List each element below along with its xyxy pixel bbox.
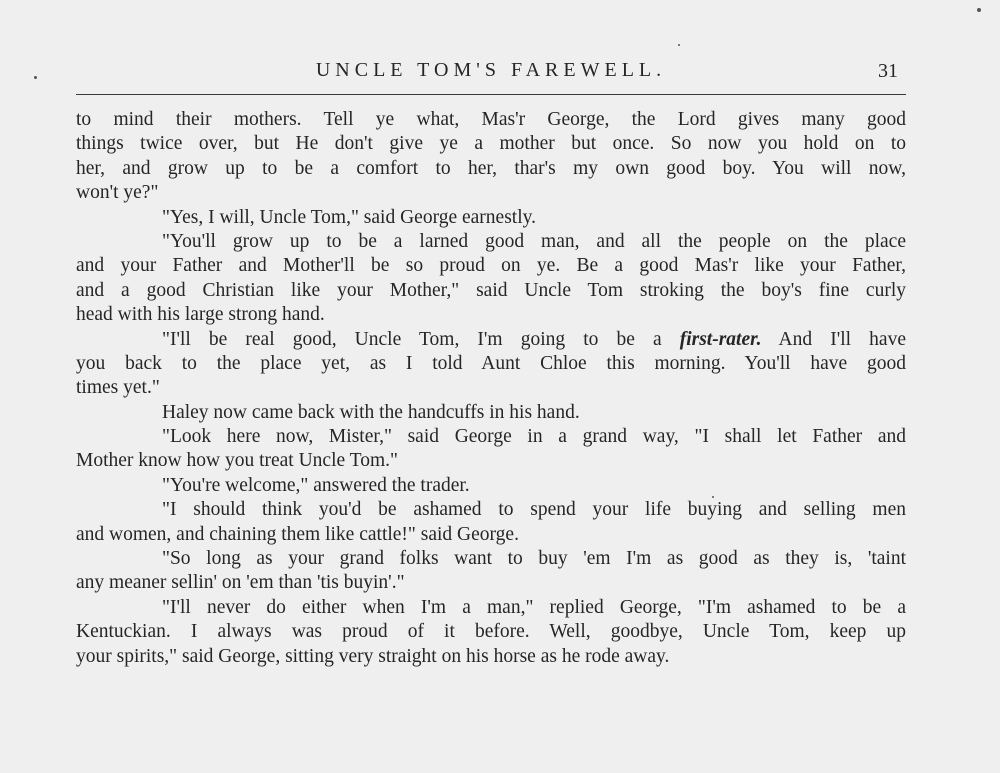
page-speck: [977, 8, 981, 12]
running-title: UNCLE TOM'S FAREWELL.: [315, 59, 667, 81]
text-line: "I should think you'd be ashamed to spend your life buying and selling men: [162, 499, 906, 521]
text-line: Mother know how you treat Uncle Tom.": [76, 450, 398, 472]
text-line: Haley now came back with the handcuffs in his hand.: [162, 401, 580, 423]
header-rule: [76, 94, 906, 95]
text-line: to mind their mothers. Tell ye what, Mas'r George, the Lord gives many good: [76, 109, 906, 130]
text-line: things twice over, but He don't give ye a mother but once. So now you hold on to: [76, 133, 906, 155]
text-line-with-emphasis: [76, 328, 906, 352]
page-speck: [712, 496, 714, 498]
text-line: "Yes, I will, Uncle Tom," said George earnestly.: [162, 206, 536, 228]
text-line: won't ye?": [76, 182, 159, 204]
text-line: any meaner sellin' on 'em than 'tis buyin'.": [76, 572, 405, 594]
text-line: "Look here now, Mister," said George in a grand way, "I shall let Father and: [162, 426, 906, 448]
emphasis-text: first-rater.: [679, 328, 762, 350]
line-part: And I'll have: [761, 328, 906, 350]
body-text: [76, 108, 906, 669]
text-line: "So long as your grand folks want to buy 'em I'm as good as they is, 'taint: [162, 548, 906, 570]
text-line: you back to the place yet, as I told Aunt Chloe this morning. You'll have good: [76, 352, 906, 374]
line-part: "I'll be real good, Uncle Tom, I'm going to be a: [162, 328, 680, 350]
page-speck: [678, 44, 680, 46]
page-speck: [34, 76, 37, 79]
text-line: "You'll grow up to be a larned good man, and all the people on the place: [162, 230, 906, 252]
text-line: Kentuckian. I always was proud of it before. Well, goodbye, Uncle Tom, keep up: [76, 621, 906, 643]
text-line: head with his large strong hand.: [76, 304, 325, 326]
text-line: and a good Christian like your Mother," said Uncle Tom stroking the boy's fine curly: [76, 279, 906, 301]
running-head: [76, 58, 906, 88]
text-line: and your Father and Mother'll be so proud on ye. Be a good Mas'r like your Father,: [76, 255, 906, 277]
text-line: your spirits," said George, sitting very straight on his horse as he rode away.: [76, 645, 670, 667]
text-line: times yet.": [76, 377, 160, 399]
page-number: 31: [878, 60, 898, 82]
text-line: "You're welcome," answered the trader.: [162, 474, 470, 496]
text-line: her, and grow up to be a comfort to her, thar's my own good boy. You will now,: [76, 157, 906, 179]
text-line: "I'll never do either when I'm a man," replied George, "I'm ashamed to be a: [162, 596, 906, 618]
text-line: and women, and chaining them like cattle!" said George.: [76, 523, 519, 545]
